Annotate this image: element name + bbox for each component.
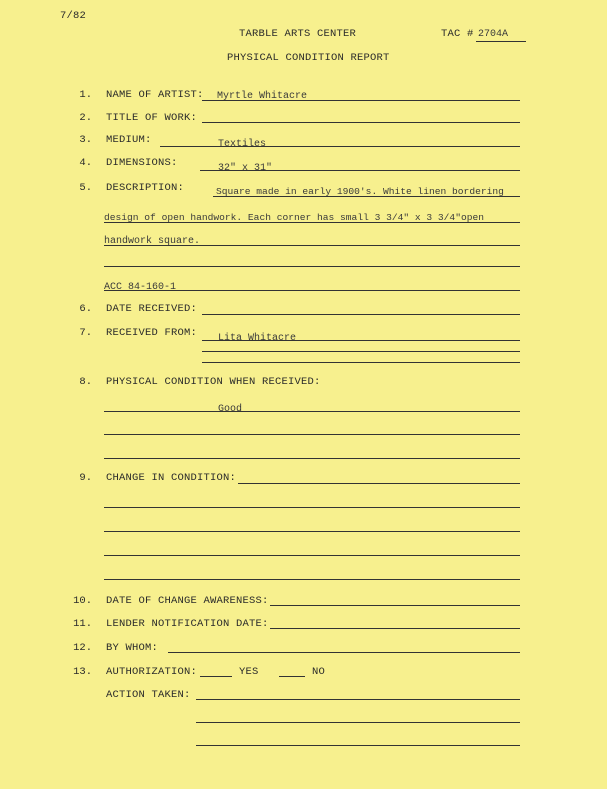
date-received-line [202,314,520,315]
center-name: TARBLE ARTS CENTER [239,28,357,40]
change-condition-label: CHANGE IN CONDITION: [106,472,237,484]
accession-number: ACC 84-160-1 [104,282,177,293]
lender-notification-line [270,628,520,629]
medium-label: MEDIUM: [106,134,152,146]
field-number: 6. [79,303,92,315]
change-line-3 [104,531,520,532]
field-number: 10. [73,595,92,607]
report-title: PHYSICAL CONDITION REPORT [227,52,390,64]
action-taken-label: ACTION TAKEN: [106,689,191,701]
change-awareness-line [270,605,520,606]
by-whom-line [168,652,520,653]
lender-notification-label: LENDER NOTIFICATION DATE: [106,618,269,630]
dimensions-value: 32" x 31" [218,163,273,174]
received-from-label: RECEIVED FROM: [106,327,198,339]
artist-line [202,100,520,101]
medium-line [160,146,520,147]
description-rule-1 [213,196,520,197]
received-from-value: Lita Whitacre [218,333,297,344]
change-line-1 [238,483,520,484]
by-whom-label: BY WHOM: [106,642,159,654]
artist-label: NAME OF ARTIST: [106,89,204,101]
field-number: 2. [79,112,92,124]
condition-line-1 [104,411,520,412]
date-received-label: DATE RECEIVED: [106,303,198,315]
field-number: 1. [79,89,92,101]
title-of-work-label: TITLE OF WORK: [106,112,198,124]
yes-option: YES [239,666,259,678]
description-line-2: design of open handwork. Each corner has small 3 3/4" x 3 3/4"open [104,212,484,223]
tac-label: TAC # [441,28,474,40]
tac-number-line [476,41,526,42]
description-rule-3 [104,245,520,246]
change-line-5 [104,579,520,580]
change-line-4 [104,555,520,556]
title-of-work-line [202,122,520,123]
condition-line-3 [104,458,520,459]
action-line-3 [196,745,520,746]
field-number: 4. [79,157,92,169]
received-from-line-1 [202,340,520,341]
received-from-line-2 [202,351,520,352]
received-from-line-3 [202,362,520,363]
description-line-3: handwork square. [104,236,201,247]
tac-number: 2704A [478,29,509,40]
condition-received-value: Good [218,404,243,415]
description-rule-5 [104,290,520,291]
authorization-label: AUTHORIZATION: [106,666,198,678]
field-number: 13. [73,666,92,678]
yes-blank [200,676,232,677]
form-date: 7/82 [60,10,87,22]
field-number: 9. [79,472,92,484]
dimensions-line [200,170,520,171]
change-awareness-label: DATE OF CHANGE AWARENESS: [106,595,269,607]
description-line-1: Square made in early 1900's. White linen bordering [216,186,504,197]
field-number: 12. [73,642,92,654]
no-blank [279,676,305,677]
description-rule-4 [104,266,520,267]
field-number: 7. [79,327,92,339]
action-line-2 [196,722,520,723]
artist-value: Myrtle Whitacre [217,91,308,102]
field-number: 8. [79,376,92,388]
field-number: 3. [79,134,92,146]
field-number: 11. [73,618,92,630]
action-line-1 [196,699,520,700]
change-line-2 [104,507,520,508]
dimensions-label: DIMENSIONS: [106,157,178,169]
field-number: 5. [79,182,92,194]
condition-received-label: PHYSICAL CONDITION WHEN RECEIVED: [106,376,321,388]
no-option: NO [312,666,326,678]
medium-value: Textiles [218,139,267,150]
description-label: DESCRIPTION: [106,182,185,194]
description-rule-2 [104,222,520,223]
condition-line-2 [104,434,520,435]
